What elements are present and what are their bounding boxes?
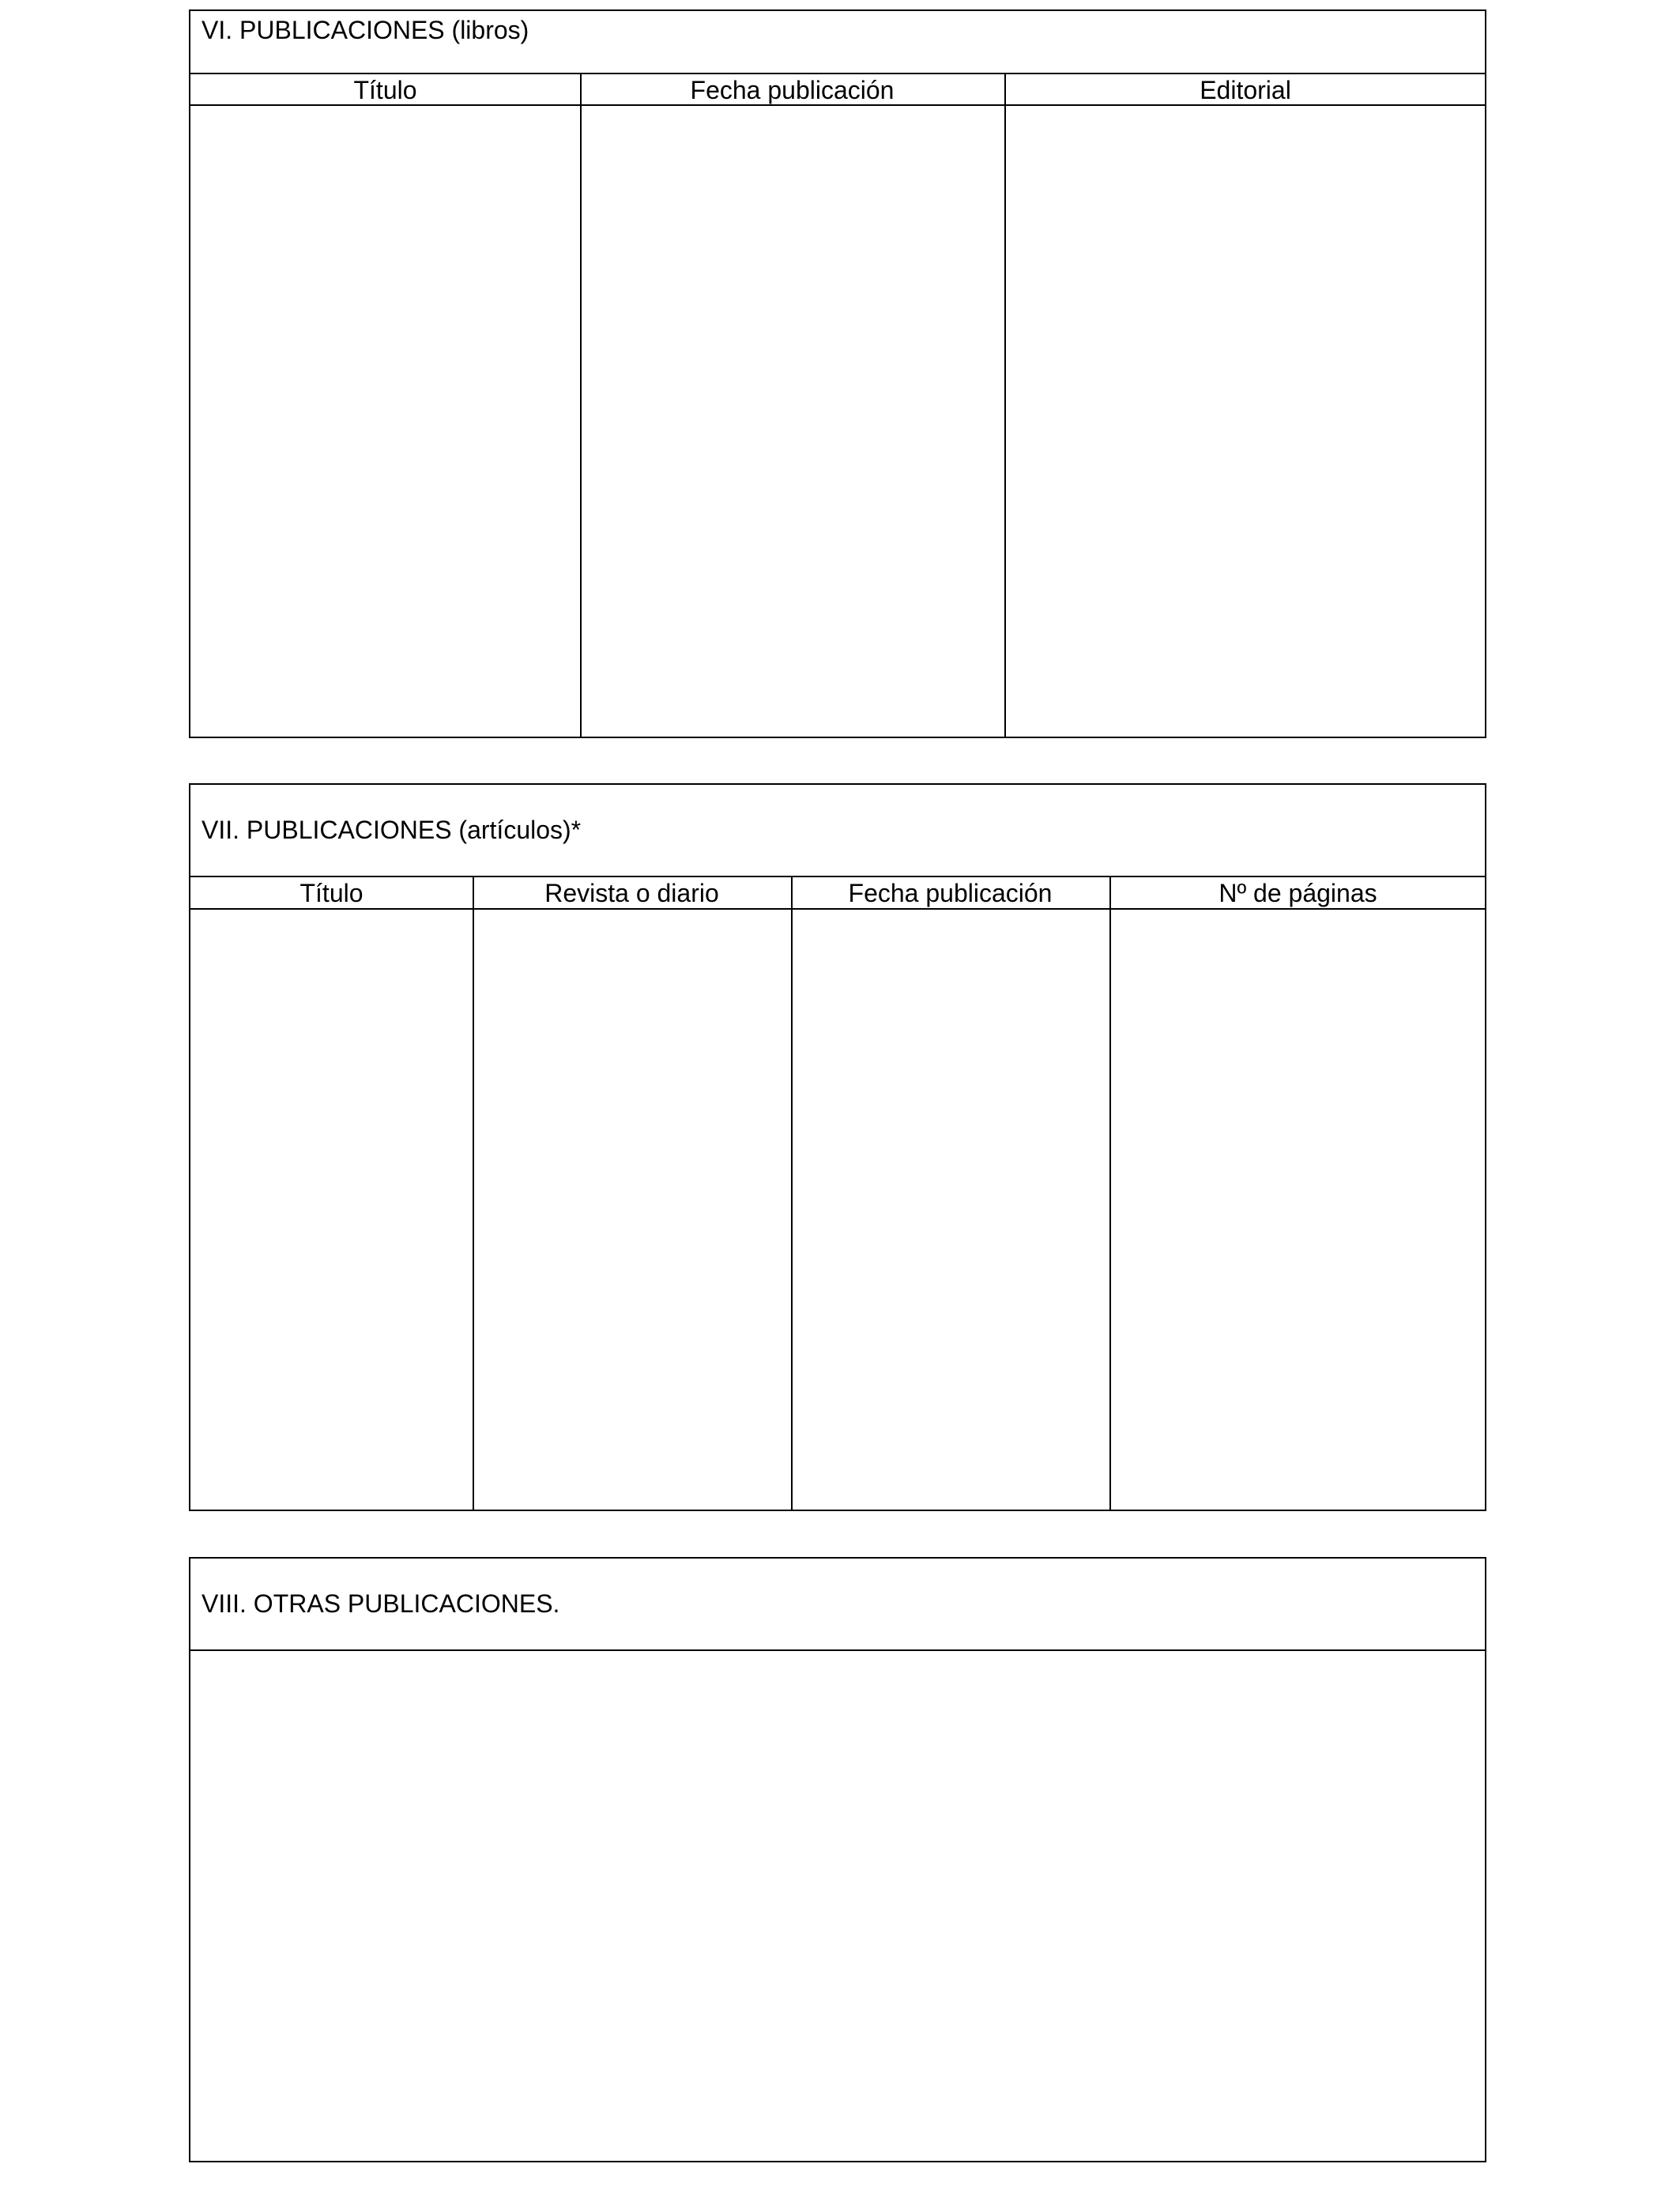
column-divider [473,876,474,1510]
column-header-publication-date: Fecha publicación [690,76,895,104]
section-title: VII. PUBLICACIONES (artículos)* [202,816,582,844]
divider [190,876,1485,877]
column-divider [1004,73,1006,737]
section-books-table [189,9,1486,738]
section-title: VI. PUBLICACIONES (libros) [202,16,529,44]
column-header-title: Título [299,879,363,907]
column-header-title: Título [353,76,417,104]
column-divider [580,73,582,737]
column-header-page-count: Nº de páginas [1219,879,1377,907]
column-divider [791,876,793,1510]
column-divider [1109,876,1111,1510]
divider [190,104,1485,106]
section-title: VIII. OTRAS PUBLICACIONES. [202,1589,560,1618]
column-header-publication-date: Fecha publicación [848,879,1053,907]
column-header-publisher: Editorial [1200,76,1291,104]
divider [190,73,1485,74]
section-other-publications [189,1557,1486,2162]
column-header-journal: Revista o diario [544,879,719,907]
section-articles-table [189,783,1486,1511]
divider [190,908,1485,910]
divider [190,1649,1485,1651]
